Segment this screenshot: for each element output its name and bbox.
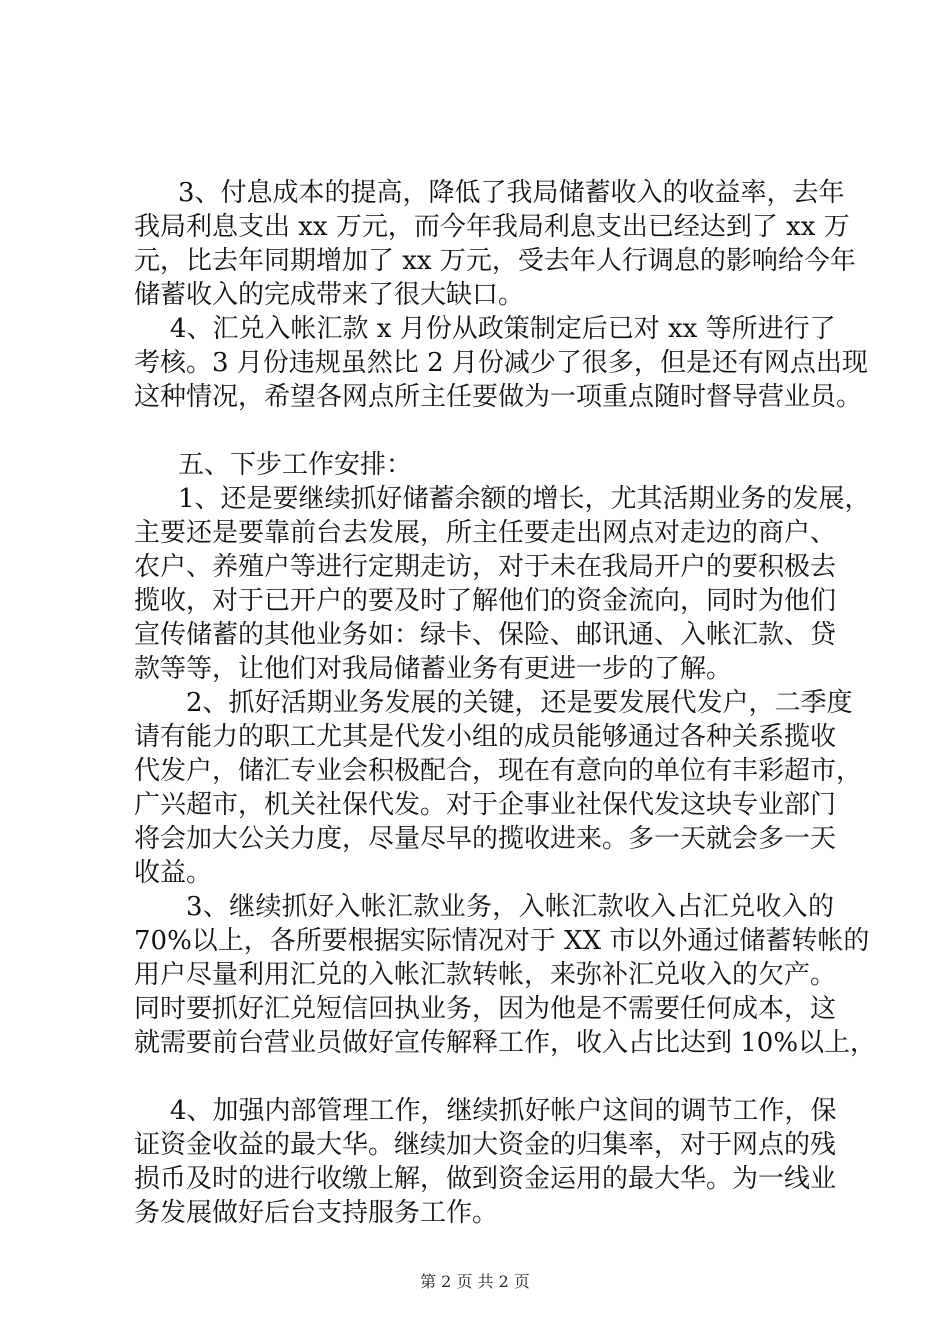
- paragraph-line: 款等等，让他们对我局储蓄业务有更进一步的了解。: [134, 654, 733, 684]
- paragraph-line: 用户尽量利用汇兑的入帐汇款转帐，来弥补汇兑收入的欠产。: [134, 960, 837, 990]
- paragraph-line: 元，比去年同期增加了 xx 万元，受去年人行调息的影响给今年: [134, 246, 856, 276]
- page-footer: 第 2 页 共 2 页: [420, 1272, 530, 1291]
- paragraph-line: 将会加大公关力度，尽量尽早的揽收进来。多一天就会多一天: [134, 824, 837, 854]
- section-heading: 五、下步工作安排：: [178, 450, 413, 480]
- paragraph-line: 代发户，储汇专业会积极配合，现在有意向的单位有丰彩超市，: [134, 756, 863, 786]
- paragraph-line: 2、抓好活期业务发展的关键，还是要发展代发户，二季度: [186, 688, 853, 718]
- paragraph-line: 务发展做好后台支持服务工作。: [134, 1198, 499, 1228]
- paragraph-line: 主要还是要靠前台去发展，所主任要走出网点对走边的商户、: [134, 518, 837, 548]
- paragraph-line: 就需要前台营业员做好宣传解释工作，收入占比达到 10%以上，: [134, 1028, 877, 1058]
- paragraph-line: 我局利息支出 xx 万元，而今年我局利息支出已经达到了 xx 万: [134, 212, 850, 242]
- paragraph-line: 储蓄收入的完成带来了很大缺口。: [134, 280, 525, 310]
- paragraph-line: 考核。3 月份违规虽然比 2 月份减少了很多，但是还有网点出现: [134, 348, 868, 378]
- paragraph-line: 广兴超市，机关社保代发。对于企事业社保代发这块专业部门: [134, 790, 837, 820]
- paragraph-line: 损币及时的进行收缴上解，做到资金运用的最大华。为一线业: [134, 1164, 837, 1194]
- paragraph-line: 同时要抓好汇兑短信回执业务，因为他是不需要任何成本，这: [134, 994, 837, 1024]
- paragraph-line: 证资金收益的最大华。继续加大资金的归集率，对于网点的残: [134, 1130, 837, 1160]
- paragraph-line: 农户、养殖户等进行定期走访，对于未在我局开户的要积极去: [134, 552, 837, 582]
- paragraph-line: 3、付息成本的提高，降低了我局储蓄收入的收益率，去年: [178, 178, 845, 208]
- paragraph-line: 4、汇兑入帐汇款 x 月份从政策制定后已对 xx 等所进行了: [170, 314, 836, 344]
- paragraph-line: 收益。: [134, 858, 213, 888]
- paragraph-line: 4、加强内部管理工作，继续抓好帐户这间的调节工作，保: [170, 1096, 837, 1126]
- paragraph-line: 揽收，对于已开户的要及时了解他们的资金流向，同时为他们: [134, 586, 837, 616]
- paragraph-line: 3、继续抓好入帐汇款业务，入帐汇款收入占汇兑收入的: [186, 892, 834, 922]
- paragraph-line: 70%以上，各所要根据实际情况对于 XX 市以外通过储蓄转帐的: [134, 926, 870, 956]
- paragraph-line: 1、还是要继续抓好储蓄余额的增长，尤其活期业务的发展，: [178, 484, 871, 514]
- paragraph-line: 请有能力的职工尤其是代发小组的成员能够通过各种关系揽收: [134, 722, 837, 752]
- paragraph-line: 这种情况，希望各网点所主任要做为一项重点随时督导营业员。: [134, 382, 863, 412]
- paragraph-line: 宣传储蓄的其他业务如：绿卡、保险、邮讯通、入帐汇款、贷: [134, 620, 837, 650]
